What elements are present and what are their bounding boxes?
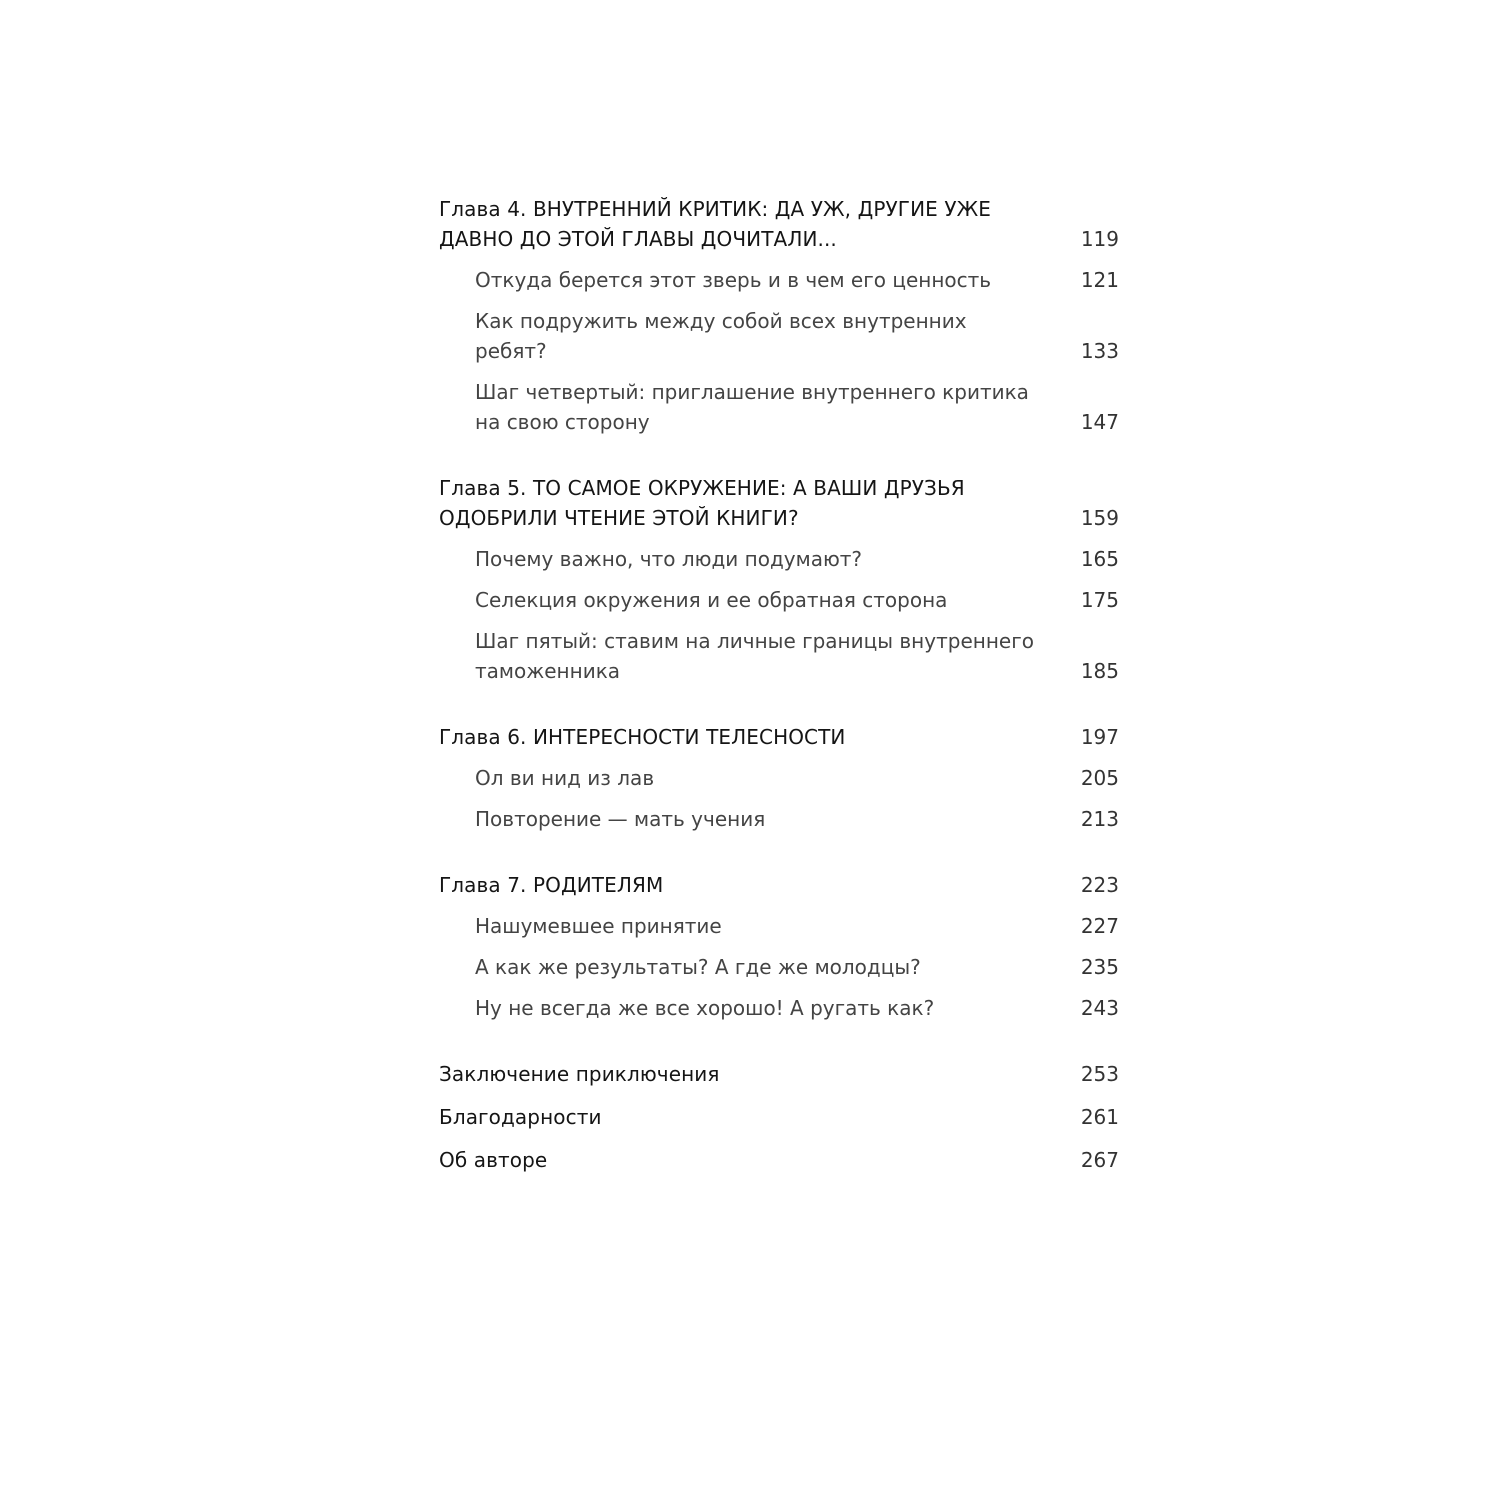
- entry-title: Об авторе: [439, 1148, 548, 1172]
- page-number: 227: [1080, 914, 1119, 938]
- toc-section[interactable]: [439, 585, 1119, 615]
- page-number: 175: [1080, 588, 1119, 612]
- page-number: 243: [1080, 996, 1119, 1020]
- toc-section[interactable]: [439, 626, 1119, 686]
- page-number: 197: [1080, 725, 1119, 749]
- section-title: А как же результаты? А где же молодцы?: [475, 955, 921, 979]
- toc-chapter-7[interactable]: [439, 870, 1119, 900]
- toc-section[interactable]: [439, 544, 1119, 574]
- toc-section[interactable]: [439, 952, 1119, 982]
- section-title: Как подружить между собой всех внутренних ребят?: [475, 309, 967, 363]
- page-number: 235: [1080, 955, 1119, 979]
- section-title: Нашумевшее принятие: [475, 914, 722, 938]
- section-title: Повторение — мать учения: [475, 807, 766, 831]
- page-number: 121: [1080, 268, 1119, 292]
- page-number: 147: [1080, 410, 1119, 434]
- page-number: 119: [1080, 227, 1119, 251]
- page-number: 267: [1080, 1148, 1119, 1172]
- toc-section[interactable]: [439, 265, 1119, 295]
- page-number: 261: [1080, 1105, 1119, 1129]
- toc-chapter-4[interactable]: [439, 194, 1119, 254]
- page-number: 213: [1080, 807, 1119, 831]
- toc-about-author[interactable]: [439, 1145, 1119, 1175]
- table-of-contents: [439, 194, 1119, 1175]
- toc-section[interactable]: [439, 763, 1119, 793]
- chapter-title: Глава 4. ВНУТРЕННИЙ КРИТИК: ДА УЖ, ДРУГИЕ УЖЕ ДАВНО ДО ЭТОЙ ГЛАВЫ ДОЧИТАЛИ...: [439, 197, 991, 251]
- section-title: Почему важно, что люди подумают?: [475, 547, 863, 571]
- chapter-title: Глава 7. РОДИТЕЛЯМ: [439, 873, 664, 897]
- chapter-title: Глава 6. ИНТЕРЕСНОСТИ ТЕЛЕСНОСТИ: [439, 725, 846, 749]
- toc-acknowledgements[interactable]: [439, 1102, 1119, 1132]
- toc-conclusion[interactable]: [439, 1059, 1119, 1089]
- toc-section[interactable]: [439, 804, 1119, 834]
- section-title: Откуда берется этот зверь и в чем его ценность: [475, 268, 992, 292]
- section-title: Ол ви нид из лав: [475, 766, 655, 790]
- toc-section[interactable]: [439, 993, 1119, 1023]
- toc-section[interactable]: [439, 306, 1119, 366]
- entry-title: Заключение приключения: [439, 1062, 720, 1086]
- page-number: 133: [1080, 339, 1119, 363]
- page-number: 165: [1080, 547, 1119, 571]
- toc-chapter-5[interactable]: [439, 473, 1119, 533]
- page-number: 185: [1080, 659, 1119, 683]
- toc-chapter-6[interactable]: [439, 722, 1119, 752]
- toc-section[interactable]: [439, 377, 1119, 437]
- section-title: Ну не всегда же все хорошо! А ругать как?: [475, 996, 935, 1020]
- page-number: 205: [1080, 766, 1119, 790]
- chapter-title: Глава 5. ТО САМОЕ ОКРУЖЕНИЕ: А ВАШИ ДРУЗЬЯ ОДОБРИЛИ ЧТЕНИЕ ЭТОЙ КНИГИ?: [439, 476, 965, 530]
- toc-section[interactable]: [439, 911, 1119, 941]
- page-number: 253: [1080, 1062, 1119, 1086]
- section-title: Шаг пятый: ставим на личные границы внутреннего таможенника: [475, 629, 1034, 683]
- page-number: 159: [1080, 506, 1119, 530]
- section-title: Шаг четвертый: приглашение внутреннего критика на свою сторону: [475, 380, 1029, 434]
- entry-title: Благодарности: [439, 1105, 602, 1129]
- page-number: 223: [1080, 873, 1119, 897]
- section-title: Селекция окружения и ее обратная сторона: [475, 588, 948, 612]
